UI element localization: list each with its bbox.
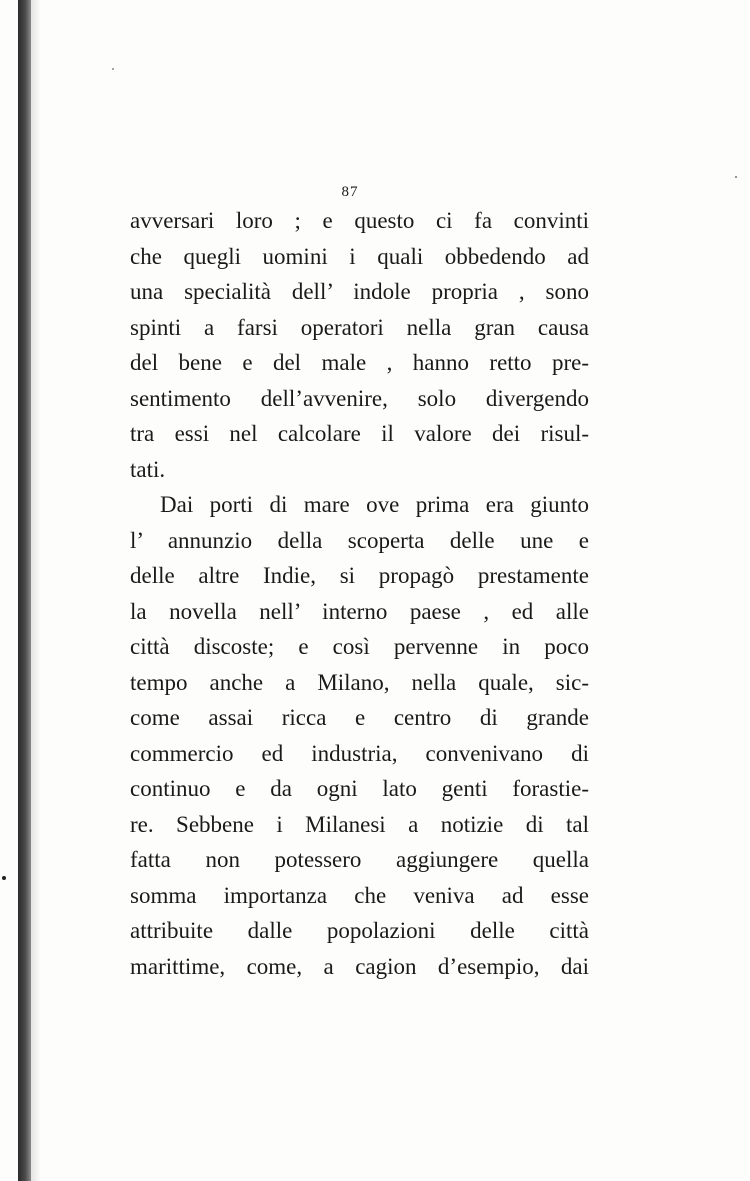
text-line: continuo e da ogni lato genti forastie- (130, 776, 589, 801)
scan-speck (112, 68, 114, 70)
text-line: commercio ed industria, convenivano di (130, 740, 589, 766)
text-line: la novella nell’ interno paese , ed alle (130, 598, 589, 624)
paragraph-end-line: tati. (130, 456, 166, 482)
text-line: l’ annunzio della scoperta delle une e (130, 527, 589, 553)
spine-shadow (31, 0, 41, 1181)
text-line: delle altre Indie, si propagò prestamente (130, 563, 589, 588)
text-line: somma importanza che veniva ad esse (130, 882, 589, 908)
book-spine (18, 0, 31, 1181)
text-line: una specialità dell’ indole propria , sono (130, 279, 589, 304)
text-line: del bene e del male , hanno retto pre- (130, 350, 589, 375)
text-line: tra essi nel calcolare il valore dei risul- (130, 421, 589, 446)
text-line: fatta non potessero aggiungere quella (130, 847, 589, 872)
page-number: 87 (341, 184, 359, 200)
text-line: sentimento dell’avvenire, solo divergendo (130, 385, 589, 411)
text-line: marittime, come, a cagion d’esempio, dai (130, 953, 589, 979)
text-line: spinti a farsi operatori nella gran causa (130, 314, 589, 340)
paragraph-first-line: Dai porti di mare ove prima era giunto (160, 492, 589, 517)
text-line: re. Sebbene i Milanesi a notizie di tal (130, 811, 589, 837)
text-line: come assai ricca e centro di grande (130, 705, 589, 730)
text-line: che quegli uomini i quali obbedendo ad (130, 243, 589, 269)
text-line: attribuite dalle popolazioni delle città (130, 918, 589, 943)
text-line: tempo anche a Milano, nella quale, sic- (130, 669, 589, 695)
text-line: avversari loro ; e questo ci fa convinti (130, 208, 589, 233)
text-line: città discoste; e così pervenne in poco (130, 634, 589, 659)
body-text (130, 203, 589, 984)
scan-speck (735, 176, 737, 178)
scan-speck (2, 876, 6, 880)
